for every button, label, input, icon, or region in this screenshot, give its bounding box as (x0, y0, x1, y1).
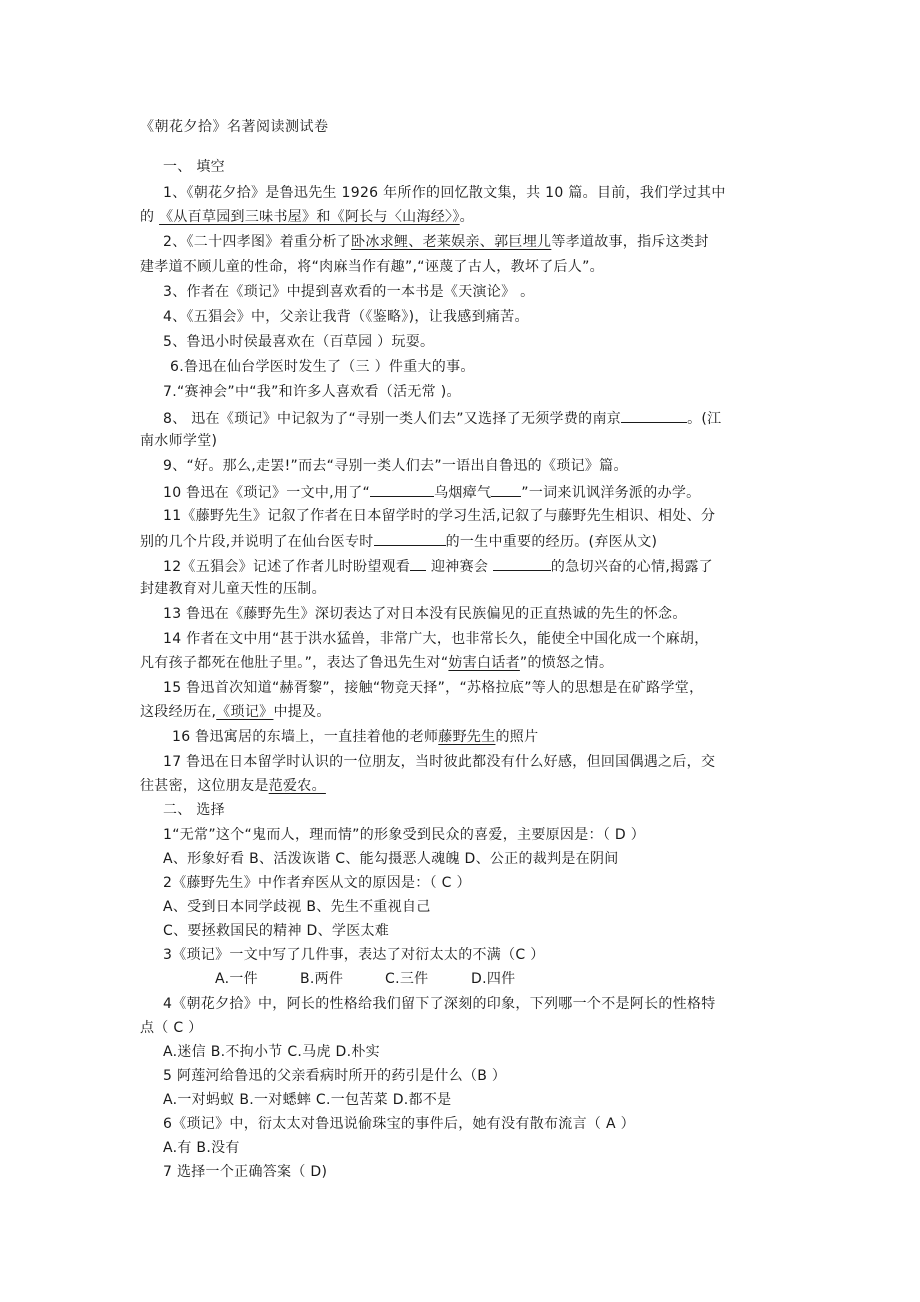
choice-3-option-c: C.三件 (385, 971, 429, 987)
choice-6-question: 6《琐记》中，衍太太对鲁迅说偷珠宝的事件后，她有没有散布流言（ A ） (163, 1116, 635, 1132)
choice-3-option-d: D.四件 (471, 971, 516, 987)
question-5: 5、鲁迅小时侯最喜欢在（百草园 ）玩耍。 (163, 334, 435, 350)
answer-1: 《从百草园到三味书屋》和《阿长与〈山海经〉》 (159, 209, 460, 225)
choice-2-options-2: C、要拯救国民的精神 D、学医太难 (163, 923, 390, 939)
question-14-line-1: 14 作者在文中用“甚于洪水猛兽，非常广大，也非常长久，能使全中国化成一个麻胡， (163, 631, 709, 647)
blank-11 (374, 531, 446, 546)
question-9: 9、“好。那么,走罢!”而去“寻别一类人们去”一语出自鲁迅的《琐记》篇。 (163, 458, 628, 474)
answer-15: 《琐记》 (216, 704, 274, 720)
choice-1-question: 1“无常”这个“鬼而人，理而情”的形象受到民众的喜爱，主要原因是：（ D ） (163, 827, 645, 843)
question-17-line-2: 往甚密，这位朋友是范爱农。 (140, 778, 326, 794)
question-10: 10 鲁迅在《琐记》一文中,用了“ 乌烟瘴气 ”一词来讥讽洋务派的办学。 (163, 482, 700, 502)
question-1-line-2: 的 《从百草园到三味书屋》和《阿长与〈山海经〉》。 (140, 209, 474, 225)
question-1-line-1: 1、《朝花夕拾》是鲁迅先生 1926 年所作的回忆散文集，共 10 篇。目前，我们学过其中 (163, 185, 726, 201)
answer-14: 妨害白话者 (448, 655, 520, 671)
answer-16: 藤野先生 (438, 729, 496, 745)
section-heading-fill-in: 一、 填空 (163, 159, 225, 175)
question-2-line-1: 2、《二十四孝图》着重分析了卧冰求鲤、老莱娱亲、郭巨埋儿等孝道故事，指斥这类封 (163, 234, 709, 250)
question-12-line-1: 12《五猖会》记述了作者儿时盼望观看 迎神赛会 的急切兴奋的心情,揭露了 (163, 556, 713, 576)
question-4: 4、《五猖会》中，父亲让我背（《鉴略》)，让我感到痛苦。 (163, 309, 529, 325)
question-8-line-2: 南水师学堂) (140, 433, 218, 449)
question-6: 6.鲁迅在仙台学医时发生了（三 ）件重大的事。 (170, 359, 475, 375)
blank-12-b (493, 556, 551, 571)
question-3: 3、作者在《琐记》中提到喜欢看的一本书是《天演论》 。 (163, 284, 535, 300)
question-2-line-2: 建孝道不顾儿童的性命，将“肉麻当作有趣”,“诬蔑了古人，教坏了后人”。 (140, 259, 604, 275)
blank-8 (621, 408, 687, 423)
choice-3-option-a: A.一件 (215, 971, 258, 987)
choice-2-question: 2《藤野先生》中作者弃医从文的原因是：（ C ） (163, 875, 471, 891)
choice-3-question: 3《琐记》一文中写了几件事，表达了对衍太太的不满（C ） (163, 947, 545, 963)
question-11-line-1: 11《藤野先生》记叙了作者在日本留学时的学习生活,记叙了与藤野先生相识、相处、分 (163, 508, 716, 524)
choice-1-options: A、形象好看 B、活泼诙谐 C、能勾摄恶人魂魄 D、公正的裁判是在阴间 (163, 851, 619, 867)
question-11-line-2: 别的几个片段,并说明了在仙台医专时 的一生中重要的经历。(弃医从文) (140, 531, 657, 551)
answer-17: 范爱农。 (268, 778, 326, 794)
question-8-line-1: 8、 迅在《琐记》中记叙为了“寻别一类人们去”又选择了无须学费的南京 。(江 (163, 408, 721, 428)
blank-10-a (370, 482, 434, 497)
question-16: 16 鲁迅寓居的东墙上，一直挂着他的老师藤野先生的照片 (172, 729, 539, 745)
choice-4-question-line-2: 点（ C ） (140, 1020, 203, 1036)
answer-2: 卧冰求鲤、老莱娱亲、郭巨埋儿 (351, 234, 552, 250)
section-heading-choice: 二、 选择 (163, 802, 225, 818)
document-title: 《朝花夕拾》名著阅读测试卷 (140, 119, 329, 135)
question-15-line-1: 15 鲁迅首次知道“赫胥黎”，接触“物竞天择”，“苏格拉底”等人的思想是在矿路学堂， (163, 680, 704, 696)
choice-5-question: 5 阿莲河给鲁迅的父亲看病时所开的药引是什么（B ） (163, 1068, 507, 1084)
question-15-line-2: 这段经历在,《琐记》中提及。 (140, 704, 331, 720)
choice-4-question-line-1: 4《朝花夕拾》中，阿长的性格给我们留下了深刻的印象，下列哪一个不是阿长的性格特 (163, 996, 716, 1012)
choice-4-options: A.迷信 B.不拘小节 C.马虎 D.朴实 (163, 1044, 380, 1060)
question-17-line-1: 17 鲁迅在日本留学时认识的一位朋友，当时彼此都没有什么好感，但回国偶遇之后，交 (163, 754, 716, 770)
blank-12-a (410, 556, 426, 571)
choice-7-question: 7 选择一个正确答案（ D) (163, 1164, 328, 1180)
choice-3-option-b: B.两件 (300, 971, 344, 987)
question-13: 13 鲁迅在《藤野先生》深切表达了对日本没有民族偏见的正直热诚的先生的怀念。 (163, 606, 687, 622)
choice-2-options-1: A、受到日本同学歧视 B、先生不重视自己 (163, 899, 431, 915)
choice-5-options: A.一对蚂蚁 B.一对蟋蟀 C.一包苦菜 D.都不是 (163, 1092, 452, 1108)
question-7: 7.“赛神会”中“我”和许多人喜欢看（活无常 )。 (163, 384, 461, 400)
question-14-line-2: 凡有孩子都死在他肚子里。”，表达了鲁迅先生对“妨害白话者”的愤怒之情。 (140, 655, 614, 671)
question-12-line-2: 封建教育对儿童天性的压制。 (140, 581, 326, 597)
choice-6-options: A.有 B.没有 (163, 1140, 240, 1156)
blank-10-b (491, 482, 521, 497)
